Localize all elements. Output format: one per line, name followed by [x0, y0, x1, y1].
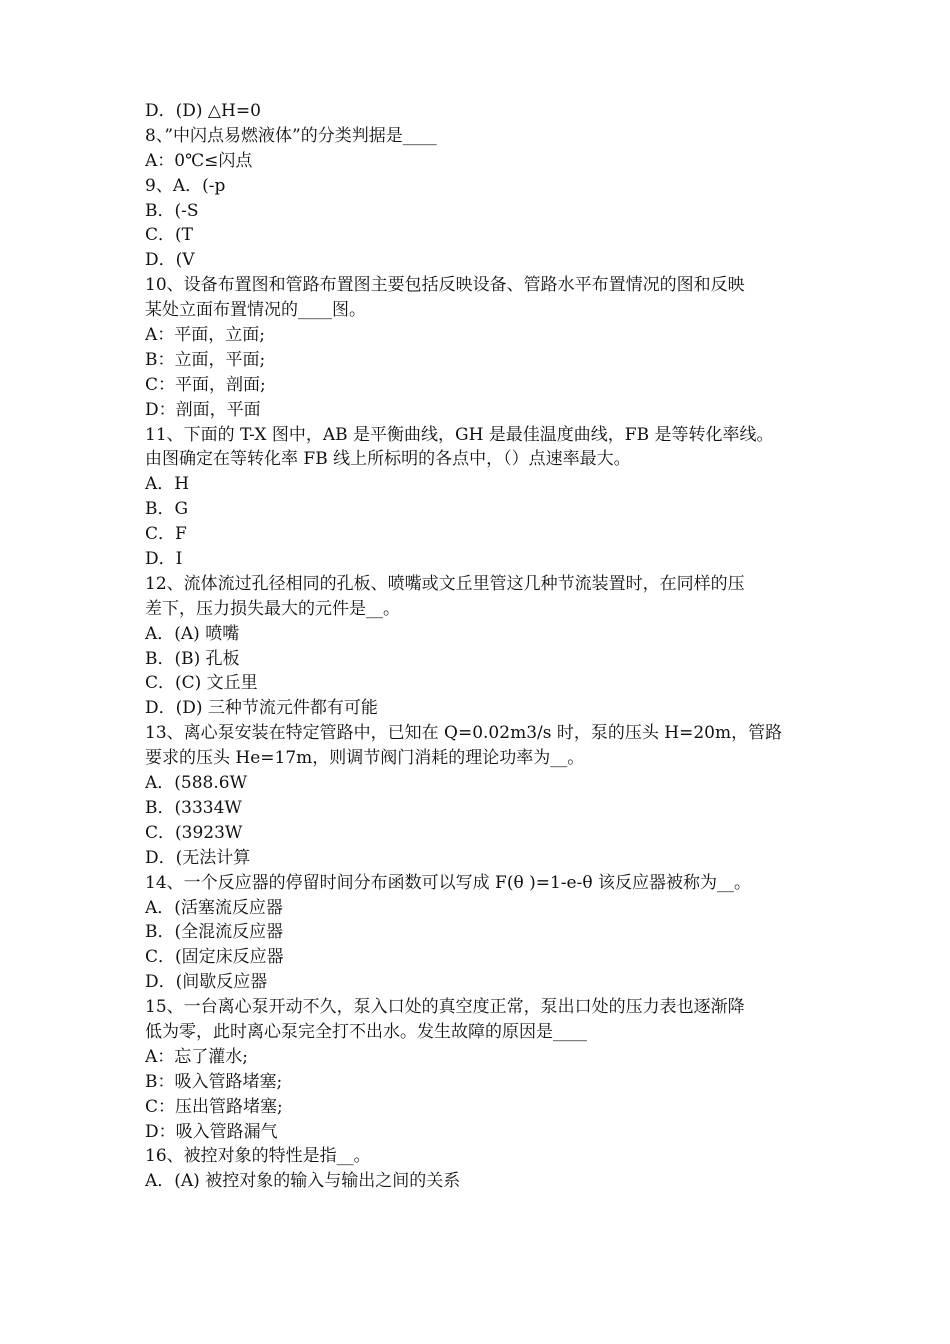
- option-line: A：0℃≤闪点: [145, 150, 253, 171]
- option-line: D．I: [145, 549, 183, 570]
- option-line: B．(全混流反应器: [145, 922, 284, 943]
- question-11-line: 11、下面的 T-X 图中，AB 是平衡曲线，GH 是最佳温度曲线，FB 是等转化率线。: [145, 424, 774, 445]
- option-line: B．G: [145, 499, 189, 520]
- option-line: C．(C) 文丘里: [145, 673, 258, 694]
- option-line: C：压出管路堵塞;: [145, 1096, 283, 1117]
- question-12-line: 12、流体流过孔径相同的孔板、喷嘴或文丘里管这几种节流装置时，在同样的压: [145, 573, 745, 594]
- option-line: A．(A) 被控对象的输入与输出之间的关系: [145, 1171, 461, 1192]
- option-line: C．F: [145, 524, 187, 545]
- option-line: B：立面，平面;: [145, 349, 266, 370]
- option-line: A．(A) 喷嘴: [145, 623, 240, 644]
- question-15-line: 低为零，此时离心泵完全打不出水。发生故障的原因是____: [145, 1021, 587, 1042]
- question-8-line: 8、”中闪点易燃液体”的分类判据是____: [145, 125, 437, 146]
- option-line: A．(活塞流反应器: [145, 897, 283, 918]
- option-line: D．(V: [145, 250, 195, 271]
- question-14-line: 14、一个反应器的停留时间分布函数可以写成 F(θ )=1-e-θ 该反应器被称为__。: [145, 872, 751, 893]
- option-line: D：吸入管路漏气: [145, 1121, 278, 1142]
- option-line: B．(-S: [145, 200, 199, 221]
- option-line: A：平面，立面;: [145, 325, 266, 346]
- question-11-line: 由图确定在等转化率 FB 线上所标明的各点中，（）点速率最大。: [145, 449, 631, 470]
- question-12-line: 差下，压力损失最大的元件是__。: [145, 598, 400, 619]
- question-13-line: 要求的压头 He=17m，则调节阀门消耗的理论功率为__。: [145, 748, 585, 769]
- option-line: C．(T: [145, 225, 193, 246]
- option-line: C．(固定床反应器: [145, 947, 284, 968]
- question-10-line: 10、设备布置图和管路布置图主要包括反映设备、管路水平布置情况的图和反映: [145, 275, 745, 296]
- option-line: D．(间歇反应器: [145, 972, 268, 993]
- option-line: B．(3334W: [145, 797, 242, 818]
- option-line: C：平面，剖面;: [145, 374, 266, 395]
- option-line: D：剖面，平面: [145, 399, 261, 420]
- option-line: A．H: [145, 474, 190, 495]
- option-line: D．(D) 三种节流元件都有可能: [145, 698, 378, 719]
- question-16-line: 16、被控对象的特性是指__。: [145, 1146, 371, 1167]
- question-13-line: 13、离心泵安装在特定管路中，已知在 Q=0.02m3/s 时，泵的压头 H=20m，管路: [145, 723, 783, 744]
- option-line: A．(588.6W: [145, 773, 248, 794]
- option-line: C．(3923W: [145, 822, 243, 843]
- option-line: A：忘了灌水;: [145, 1046, 249, 1067]
- option-line: B：吸入管路堵塞;: [145, 1071, 283, 1092]
- option-line: B．(B) 孔板: [145, 648, 240, 669]
- question-text-block: [145, 99, 813, 1194]
- question-10-line: 某处立面布置情况的____图。: [145, 300, 366, 321]
- option-line: D．(无法计算: [145, 847, 251, 868]
- option-line: D．(D) △H=0: [145, 101, 261, 121]
- question-15-line: 15、一台离心泵开动不久，泵入口处的真空度正常，泵出口处的压力表也逐渐降: [145, 997, 745, 1018]
- question-9-line: 9、A．(-p: [145, 175, 226, 196]
